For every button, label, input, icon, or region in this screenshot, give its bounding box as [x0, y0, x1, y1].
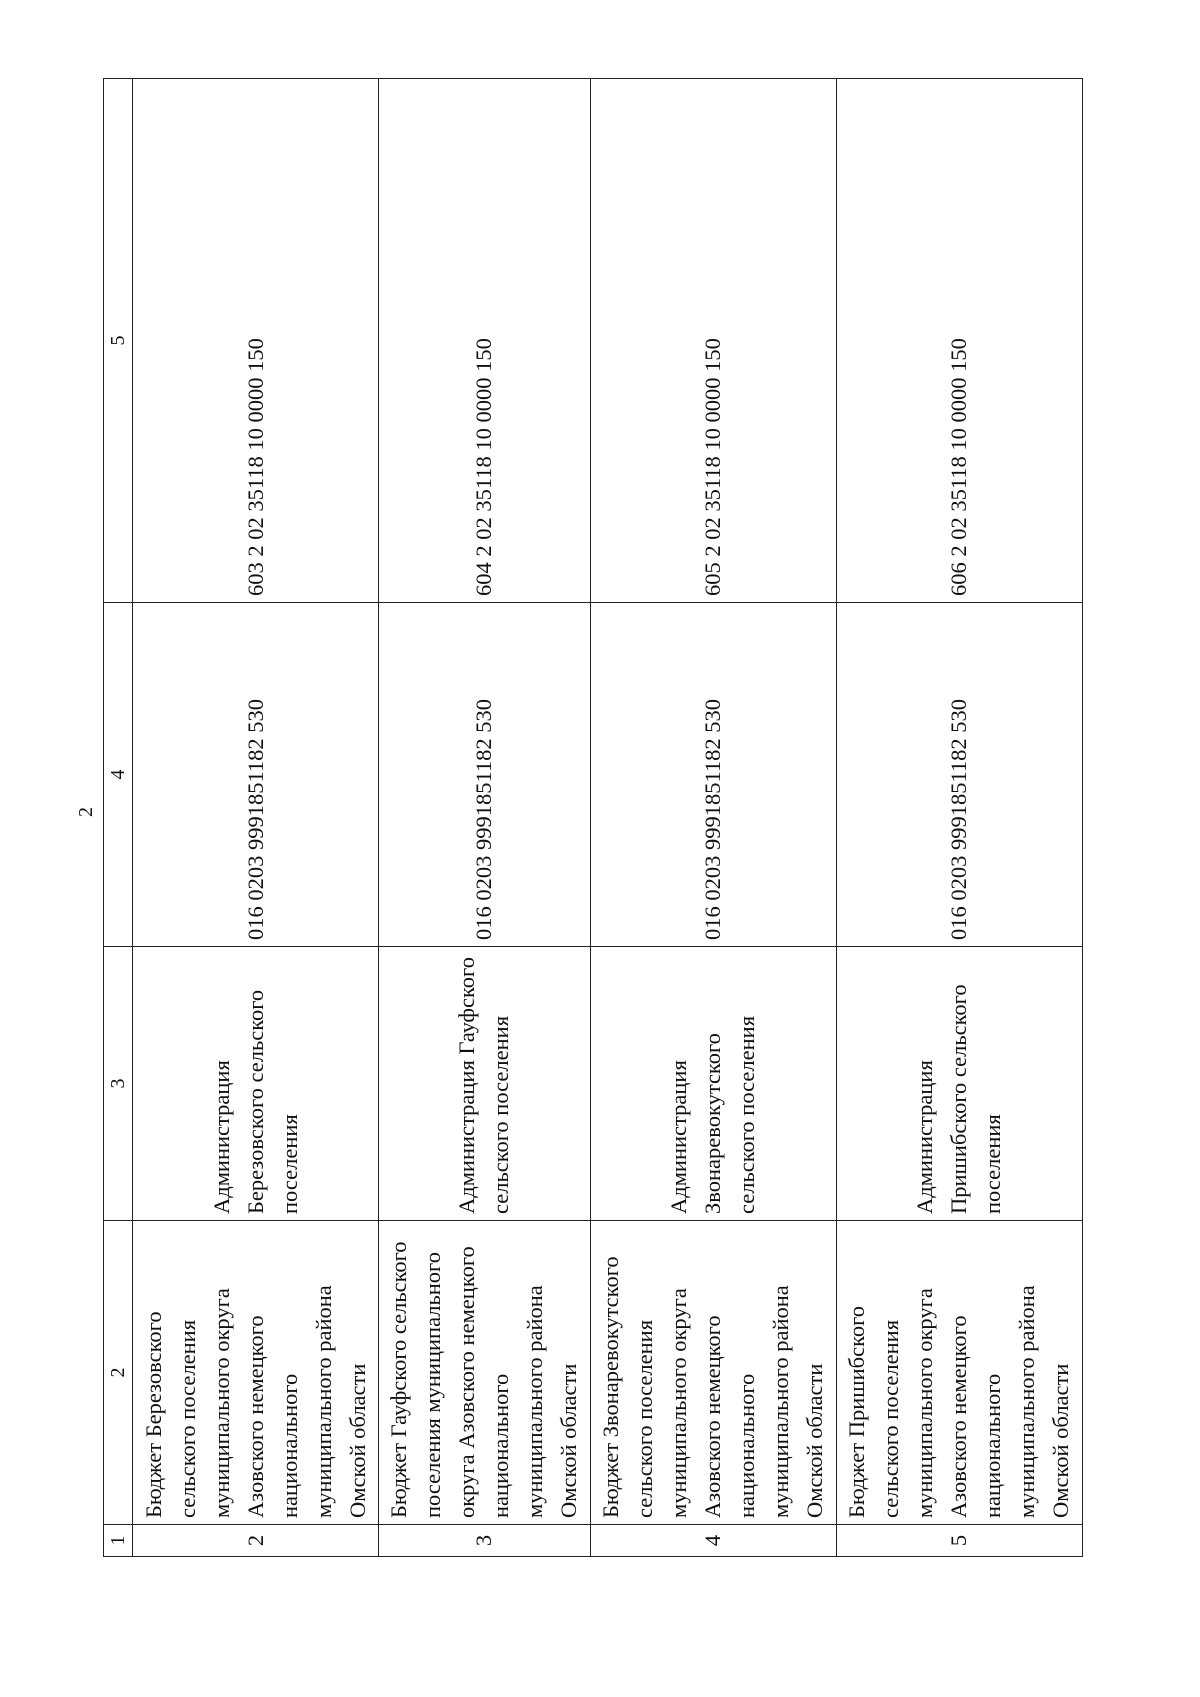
table-rotator [103, 79, 1083, 1557]
table-row [590, 79, 836, 1557]
budget-name: Бюджет Березовского сельского поселения муниципального округа Азовского немецкого национального муниципального района Омской области [133, 1221, 379, 1525]
header-col-3: 3 [104, 947, 133, 1221]
expense-code: 016 0203 9991851182 530 [133, 603, 379, 947]
table-row [836, 79, 1082, 1557]
administrator-name: Администрация Пришибского сельского поселения [836, 947, 1082, 1221]
budget-codes-table [103, 78, 1083, 1557]
expense-code: 016 0203 9991851182 530 [836, 603, 1082, 947]
revenue-code: 605 2 02 35118 10 0000 150 [590, 79, 836, 603]
administrator-name: Администрация Звонаревокутского сельского поселения [590, 947, 836, 1221]
administrator-name: Администрация Березовского сельского поселения [133, 947, 379, 1221]
budget-name: Бюджет Звонаревокутского сельского поселения муниципального округа Азовского немецкого национального муниципального района Омской области [590, 1221, 836, 1525]
budget-name: Бюджет Пришибского сельского поселения муниципального округа Азовского немецкого национального муниципального района Омской области [836, 1221, 1082, 1525]
row-number: 5 [836, 1525, 1082, 1557]
row-number: 2 [133, 1525, 379, 1557]
header-col-2: 2 [104, 1221, 133, 1525]
table-row [133, 79, 379, 1557]
expense-code: 016 0203 9991851182 530 [590, 603, 836, 947]
revenue-code: 604 2 02 35118 10 0000 150 [379, 79, 591, 603]
row-number: 3 [379, 1525, 591, 1557]
header-col-5: 5 [104, 79, 133, 603]
header-col-1: 1 [104, 1525, 133, 1557]
administrator-name: Администрация Гауфского сельского поселения [379, 947, 591, 1221]
revenue-code: 606 2 02 35118 10 0000 150 [836, 79, 1082, 603]
budget-name: Бюджет Гауфского сельского поселения муниципального округа Азовского немецкого национального муниципального района Омской области [379, 1221, 591, 1525]
expense-code: 016 0203 9991851182 530 [379, 603, 591, 947]
header-col-4: 4 [104, 603, 133, 947]
row-number: 4 [590, 1525, 836, 1557]
page-number: 2 [75, 807, 97, 817]
revenue-code: 603 2 02 35118 10 0000 150 [133, 79, 379, 603]
table-row [379, 79, 591, 1557]
table-header-row [104, 79, 133, 1557]
